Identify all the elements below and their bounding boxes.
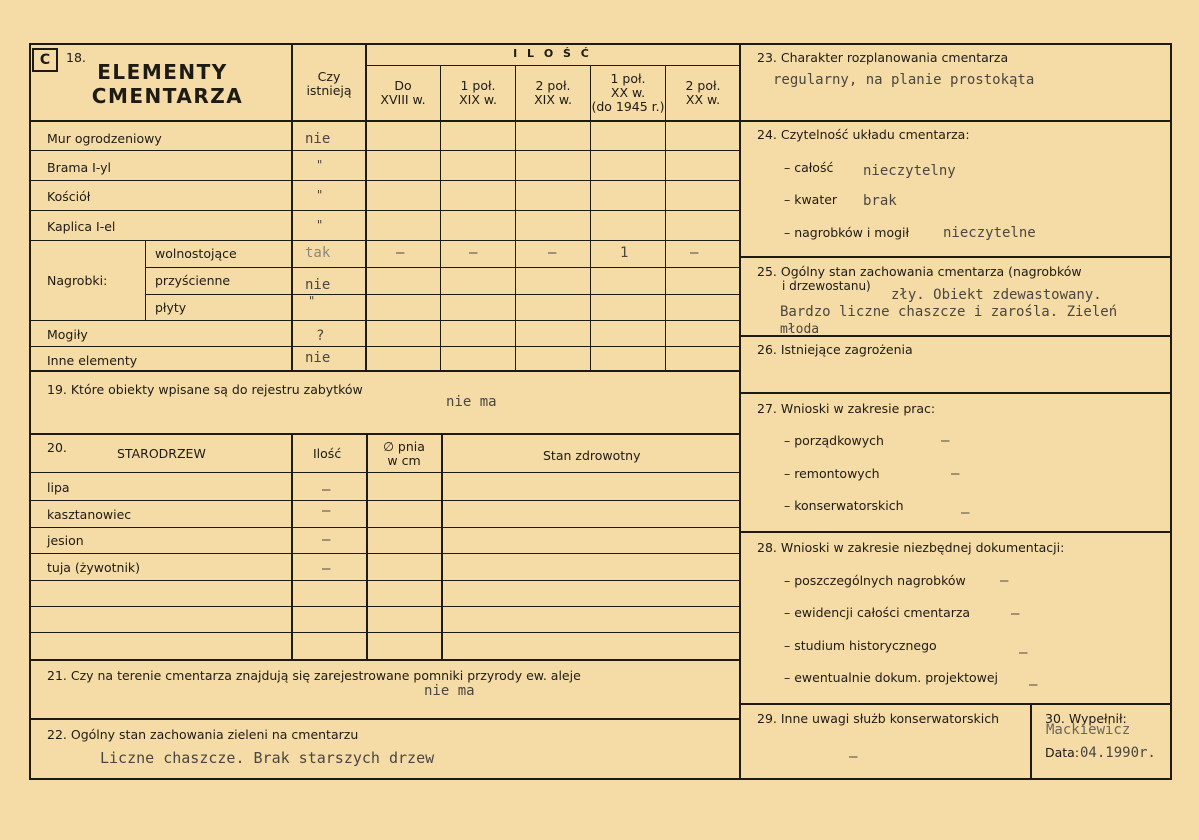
period-value: – xyxy=(396,245,405,261)
docs-item-value: – xyxy=(1029,677,1038,693)
works-item-value: – xyxy=(951,466,960,482)
legibility-item-label: – całość xyxy=(784,160,834,175)
section-21-label: 21. Czy na terenie cmentarza znajdują się zarejestrowane pomniki przyrody ew. aleje xyxy=(47,668,581,683)
legibility-item-value: nieczytelny xyxy=(863,163,956,179)
row-label: Brama I-yl xyxy=(47,160,112,175)
section-25-value-line3: młoda xyxy=(780,322,820,337)
docs-item-value: – xyxy=(1011,606,1020,622)
period-header: Do XVIII w. xyxy=(380,78,426,107)
docs-item-label: – ewidencji całości cmentarza xyxy=(784,605,971,620)
row-sublabel: przyścienne xyxy=(155,273,231,288)
row-exists: ? xyxy=(316,328,325,344)
row-label: Mur ogrodzeniowy xyxy=(47,131,162,146)
legibility-item-label: – kwater xyxy=(784,192,838,207)
tree-name: jesion xyxy=(47,533,84,548)
section-29-value: – xyxy=(849,749,858,765)
row-label: Kaplica I-el xyxy=(47,219,116,234)
date-label: Data: xyxy=(1045,745,1080,760)
docs-item-value: – xyxy=(1019,645,1028,661)
section-25-value-line1: zły. Obiekt zdewastowany. xyxy=(891,287,1102,303)
section-18-title-line2: CMENTARZA xyxy=(91,84,244,108)
section-18-title-line1: ELEMENTY xyxy=(97,60,228,84)
period-value: – xyxy=(469,245,478,261)
section-21-value: nie ma xyxy=(424,683,475,699)
row-sublabel: płyty xyxy=(155,300,187,315)
section-25-value-line2: Bardzo liczne chaszcze i zarośla. Zieleń xyxy=(780,304,1118,320)
section-27-label: 27. Wnioski w zakresie prac: xyxy=(757,401,936,416)
tree-name: tuja (żywotnik) xyxy=(47,560,141,575)
row-exists: " xyxy=(316,218,324,232)
col-exists-header: Czy istnieją xyxy=(306,69,352,98)
tree-name: kasztanowiec xyxy=(47,507,132,522)
row-exists: " xyxy=(316,158,324,172)
row-exists: nie xyxy=(305,131,331,147)
period-value: – xyxy=(690,245,699,261)
docs-item-value: – xyxy=(1000,573,1009,589)
works-item-label: – porządkowych xyxy=(784,433,884,448)
row-label: Inne elementy xyxy=(47,353,138,368)
period-header: 1 poł. XIX w. xyxy=(459,78,497,107)
row-label: Kościół xyxy=(47,189,91,204)
works-item-label: – remontowych xyxy=(784,466,880,481)
period-header: 2 poł. XX w. xyxy=(685,78,721,107)
docs-item-label: – poszczególnych nagrobków xyxy=(784,573,966,588)
section-letter-box xyxy=(32,48,58,72)
row-label: Mogiły xyxy=(47,327,88,342)
row-exists: " xyxy=(316,188,324,202)
period-value: 1 xyxy=(620,245,629,261)
legibility-item-value: brak xyxy=(863,193,897,209)
section-18-title xyxy=(85,60,260,108)
row-exists: nie xyxy=(305,350,331,366)
section-25-label-line1: 25. Ogólny stan zachowania cmentarza (nagrobków xyxy=(757,264,1082,279)
col-health-header: Stan zdrowotny xyxy=(543,448,641,463)
section-29-label: 29. Inne uwagi służb konserwatorskich xyxy=(757,711,999,726)
section-22-label: 22. Ogólny stan zachowania zieleni na cmentarzu xyxy=(47,727,359,742)
col-qty-header: Ilość xyxy=(313,446,342,461)
row-exists: tak xyxy=(305,245,331,261)
section-19-label: 19. Które obiekty wpisane są do rejestru zabytków xyxy=(47,382,363,397)
tree-qty: – xyxy=(322,561,331,577)
section-letter: C xyxy=(39,52,51,68)
tree-qty: – xyxy=(322,482,331,498)
section-20-title: STARODRZEW xyxy=(117,446,206,461)
period-header: 1 poł. XX w. (do 1945 r.) xyxy=(591,71,665,114)
works-item-value: – xyxy=(961,505,970,521)
works-item-label: – konserwatorskich xyxy=(784,498,904,513)
legibility-item-label: – nagrobków i mogił xyxy=(784,225,910,240)
section-28-label: 28. Wnioski w zakresie niezbędnej dokumentacji: xyxy=(757,540,1065,555)
tree-qty: – xyxy=(322,532,331,548)
docs-item-label: – ewentualnie dokum. projektowej xyxy=(784,670,999,685)
row-sublabel: wolnostojące xyxy=(155,246,237,261)
section-18-number: 18. xyxy=(66,50,86,65)
tree-qty: – xyxy=(322,503,331,519)
date-value: 04.1990r. xyxy=(1080,745,1156,761)
section-19-value: nie ma xyxy=(446,394,497,410)
tree-name: lipa xyxy=(47,480,70,495)
section-22-value: Liczne chaszcze. Brak starszych drzew xyxy=(100,749,435,767)
row-exists: nie xyxy=(305,277,331,293)
row-exists: " xyxy=(308,294,316,308)
period-value: – xyxy=(548,245,557,261)
docs-item-label: – studium historycznego xyxy=(784,638,937,653)
section-20-number: 20. xyxy=(47,440,67,455)
ilosc-header: I L O Ś Ć xyxy=(513,47,592,60)
section-25-label-line2: i drzewostanu) xyxy=(782,279,871,293)
works-item-value: – xyxy=(941,433,950,449)
filled-by-name: Mackiewicz xyxy=(1046,722,1131,738)
col-diam-header: ∅ pnia w cm xyxy=(383,439,425,468)
section-26-label: 26. Istniejące zagrożenia xyxy=(757,342,913,357)
section-23-label: 23. Charakter rozplanowania cmentarza xyxy=(757,50,1009,65)
nagrobki-label: Nagrobki: xyxy=(47,273,108,288)
section-24-label: 24. Czytelność układu cmentarza: xyxy=(757,127,970,142)
section-30-label: 30. Wypełnił: xyxy=(1045,711,1127,726)
legibility-item-value: nieczytelne xyxy=(943,225,1036,241)
period-header: 2 poł. XIX w. xyxy=(534,78,572,107)
section-23-value: regularny, na planie prostokąta xyxy=(773,72,1035,88)
